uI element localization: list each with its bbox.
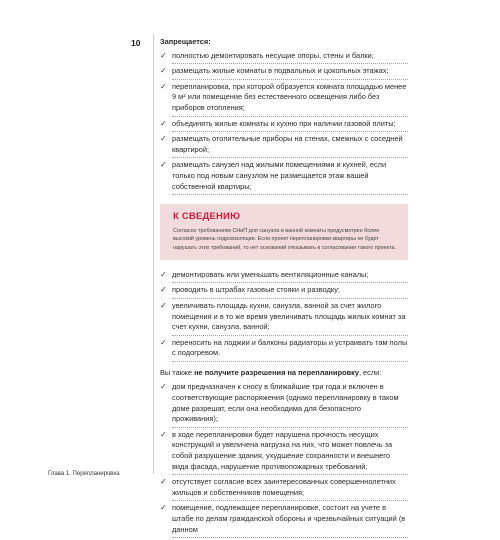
list-item: ✓ отсутствует согласие всех заинтересованных совершеннолетних жильцов и собственников помещения; xyxy=(160,477,408,501)
forbidden-heading: Запрещается: xyxy=(160,37,211,46)
chapter-side-label: Глава 1. Перепланировка xyxy=(48,471,120,477)
list-item: ✓ увеличивать площадь кухни, санузла, ванной за счет жилого помещения и в то же время увеличивать площадь жилых комнат за счет кухни, санузла, ванной; xyxy=(160,301,408,336)
list-item: ✓ переносить на лоджии и балконы радиаторы и устраивать там полы с подогревом. xyxy=(160,338,408,362)
note-title: К СВЕДЕНИЮ xyxy=(173,211,241,223)
check-icon: ✓ xyxy=(160,503,167,513)
check-icon: ✓ xyxy=(160,337,167,347)
check-icon: ✓ xyxy=(160,429,167,439)
check-icon: ✓ xyxy=(160,477,167,487)
check-icon: ✓ xyxy=(160,382,167,392)
list-item: ✓ размещать жилые комнаты в подвальных и цокольных этажах; xyxy=(160,66,408,80)
list-item: ✓ демонтировать или уменьшать вентиляционные каналы; xyxy=(160,270,408,284)
list-item: ✓ помещение, подлежащее перепланировке, состоит на учете в штабе по делам гражданской обороны и чрезвычайных ситуаций (в данном xyxy=(160,503,408,538)
list-item: ✓ дом предназначен к сносу в ближайшие три года и включен в соответствующие распоряжения (однако перепланировку в таком доме разрешат, если она необходима для безопасного проживания); xyxy=(160,382,408,427)
check-icon: ✓ xyxy=(160,269,167,279)
list-item: ✓ в ходе перепланировки будет нарушена прочность несущих конструкций и увеличена нагрузка на них, что может повлечь за собой разрушение здания, ухудшение сохранности и внешнего вида фасада, нарушение противопожарных требований; xyxy=(160,430,408,475)
permission-intro: Вы также не получите разрешения на перепланировку, если: xyxy=(160,367,382,377)
note-text: Согласно требованиям СНиП для санузла и ванной комнаты предусмотрен более высокий уровень гидроизоляции. Если проект перепланировки квартиры не будет нарушать этих требований, то нет оснований отказывать в согласовании такого проекта. xyxy=(173,228,396,251)
margin-divider xyxy=(153,34,154,474)
check-icon: ✓ xyxy=(160,134,167,144)
check-icon: ✓ xyxy=(160,81,167,91)
list-item: ✓ проводить в штрабах газовые стояки и разводку; xyxy=(160,285,408,299)
check-icon: ✓ xyxy=(160,285,167,295)
list-item: ✓ объединять жилые комнаты и кухню при наличии газовой плиты; xyxy=(160,119,408,133)
list-item: ✓ размещать отопительные приборы на стенах, смежных с соседней квартирой; xyxy=(160,134,408,158)
check-icon: ✓ xyxy=(160,66,167,76)
check-icon: ✓ xyxy=(160,300,167,310)
list-item: ✓ размещать санузел над жилыми помещениями и кухней, если только под новым санузлом не размещается этаж вашей собственной квартиры; xyxy=(160,160,408,195)
more-forbidden-list xyxy=(160,270,408,362)
info-note-box xyxy=(160,204,408,260)
check-icon: ✓ xyxy=(160,118,167,128)
forbidden-list xyxy=(160,51,408,196)
page-number: 10 xyxy=(131,38,141,48)
list-item: ✓ полностью демонтировать несущие опоры, стены и балки; xyxy=(160,51,408,65)
check-icon: ✓ xyxy=(160,160,167,170)
permission-list xyxy=(160,382,408,538)
list-item: ✓ перепланировка, при которой образуется комната площадью менее 9 м² или помещение без естественного освещения либо без приборов отопления; xyxy=(160,82,408,117)
check-icon: ✓ xyxy=(160,50,167,60)
page-content xyxy=(160,37,408,540)
